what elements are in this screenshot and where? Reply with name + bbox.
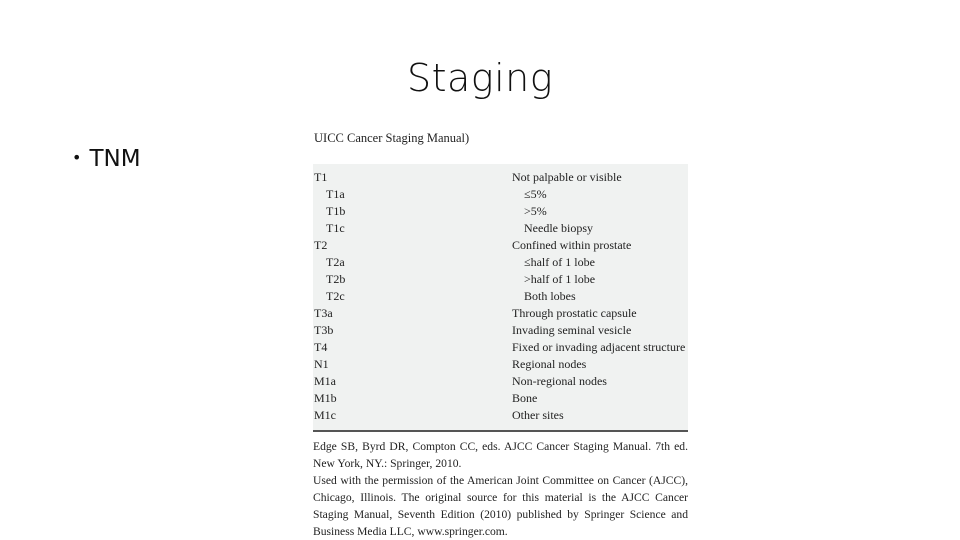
stage-code: M1a (314, 374, 336, 388)
stage-code: T3a (314, 306, 333, 320)
staging-table (313, 164, 688, 432)
stage-description: ≤5% (524, 187, 547, 201)
reference-permission: Used with the permission of the American Joint Committee on Cancer (AJCC), Chicago, Illinois. The original source for this material is the AJCC Cancer Staging Manual, Seventh Edition (2010) published by Springer Science and Business Media LLC, www.springer.com. (313, 474, 688, 538)
stage-description: Through prostatic capsule (512, 306, 637, 320)
slide-title: Staging (406, 56, 554, 100)
stage-description: ≤half of 1 lobe (524, 255, 595, 269)
table-row (313, 169, 688, 186)
stage-description: Both lobes (524, 289, 576, 303)
table-row (313, 390, 688, 407)
stage-description: >half of 1 lobe (524, 272, 596, 286)
stage-code: M1b (314, 391, 337, 405)
stage-description: >5% (524, 204, 547, 218)
stage-description: Fixed or invading adjacent structure (512, 340, 686, 354)
table-row (313, 288, 688, 305)
stage-code: T1c (326, 221, 345, 235)
table-row (313, 237, 688, 254)
stage-code: M1c (314, 408, 336, 422)
stage-code: T2 (314, 238, 328, 252)
table-row (313, 407, 688, 424)
bullet-text: TNM (89, 146, 141, 172)
table-row (313, 203, 688, 220)
stage-description: Bone (512, 391, 538, 405)
table-row (313, 373, 688, 390)
stage-code: T1 (314, 170, 328, 184)
table-row (313, 254, 688, 271)
stage-code: T3b (314, 323, 334, 337)
stage-code: T1b (326, 204, 346, 218)
stage-description: Other sites (512, 408, 564, 422)
stage-description: Regional nodes (512, 357, 587, 371)
stage-description: Invading seminal vesicle (512, 323, 632, 337)
stage-code: N1 (314, 357, 329, 371)
references (313, 438, 688, 540)
stage-code: T2a (326, 255, 345, 269)
table-row (313, 220, 688, 237)
table-row (313, 305, 688, 322)
table-row (313, 356, 688, 373)
table-row (313, 322, 688, 339)
stage-code: T4 (314, 340, 328, 354)
stage-description: Non-regional nodes (512, 374, 607, 388)
stage-description: Not palpable or visible (512, 170, 622, 184)
bullet-icon: • (72, 148, 82, 167)
table-row (313, 186, 688, 203)
bullet-item (72, 146, 141, 172)
stage-code: T2b (326, 272, 346, 286)
stage-code: T2c (326, 289, 345, 303)
table-row (313, 271, 688, 288)
staging-figure (313, 128, 688, 540)
reference-citation: Edge SB, Byrd DR, Compton CC, eds. AJCC Cancer Staging Manual. 7th ed. New York, NY.: Springer, 2010. (313, 440, 688, 470)
table-row (313, 339, 688, 356)
stage-description: Confined within prostate (512, 238, 632, 252)
stage-description: Needle biopsy (524, 221, 593, 235)
figure-caption: UICC Cancer Staging Manual) (314, 131, 470, 145)
stage-code: T1a (326, 187, 345, 201)
